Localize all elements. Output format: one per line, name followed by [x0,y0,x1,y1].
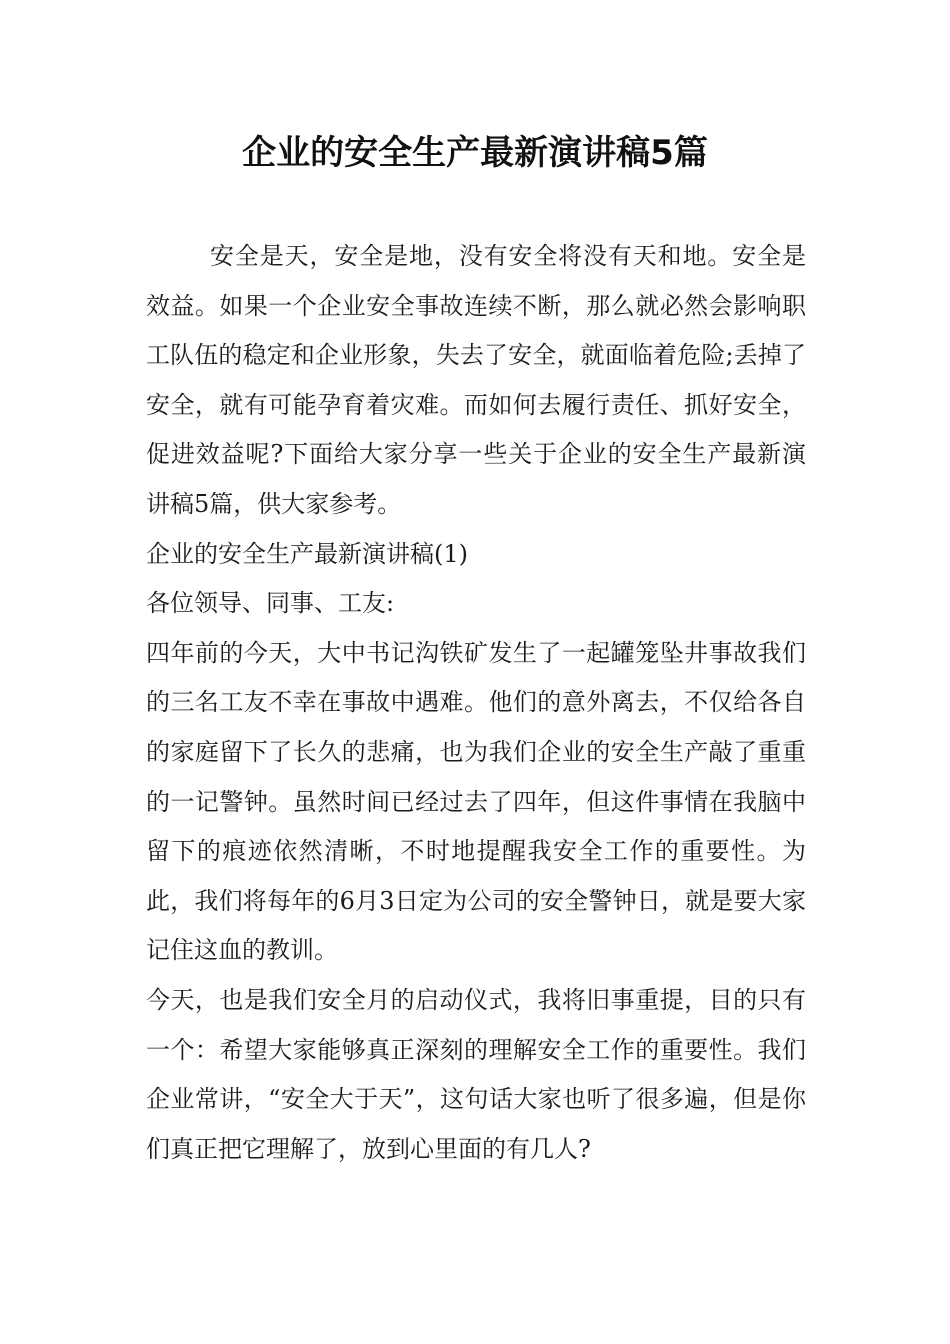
greeting-line: 各位领导、同事、工友: [146,589,395,618]
section-title: 企业的安全生产最新演讲稿(1) [146,539,468,568]
body-paragraph-2: 今天，也是我们安全月的启动仪式，我将旧事重提，目的只有一个：希望大家能够真正深刻的理解安全工作的重要性。我们企业常讲，“安全大于天”，这句话大家也听了很多遍，但是你们真正把它理解了，放到心里面的有几人? [146,985,806,1163]
document-body [146,232,806,1174]
document-title: 企业的安全生产最新演讲稿5篇 [242,133,708,173]
body-paragraph-1: 四年前的今天，大中书记沟铁矿发生了一起罐笼坠井事故我们的三名工友不幸在事故中遇难。他们的意外离去，不仅给各自的家庭留下了长久的悲痛，也为我们企业的安全生产敲了重重的一记警钟。虽然时间已经过去了四年，但这件事情在我脑中留下的痕迹依然清晰，不时地提醒我安全工作的重要性。为此，我们将每年的6月3日定为公司的安全警钟日，就是要大家记住这血的教训。 [146,638,806,965]
intro-paragraph: 安全是天，安全是地，没有安全将没有天和地。安全是效益。如果一个企业安全事故连续不断，那么就必然会影响职工队伍的稳定和企业形象，失去了安全，就面临着危险;丢掉了安全，就有可能孕育着灾难。而如何去履行责任、抓好安全，促进效益呢?下面给大家分享一些关于企业的安全生产最新演讲稿5篇，供大家参考。 [146,242,806,518]
